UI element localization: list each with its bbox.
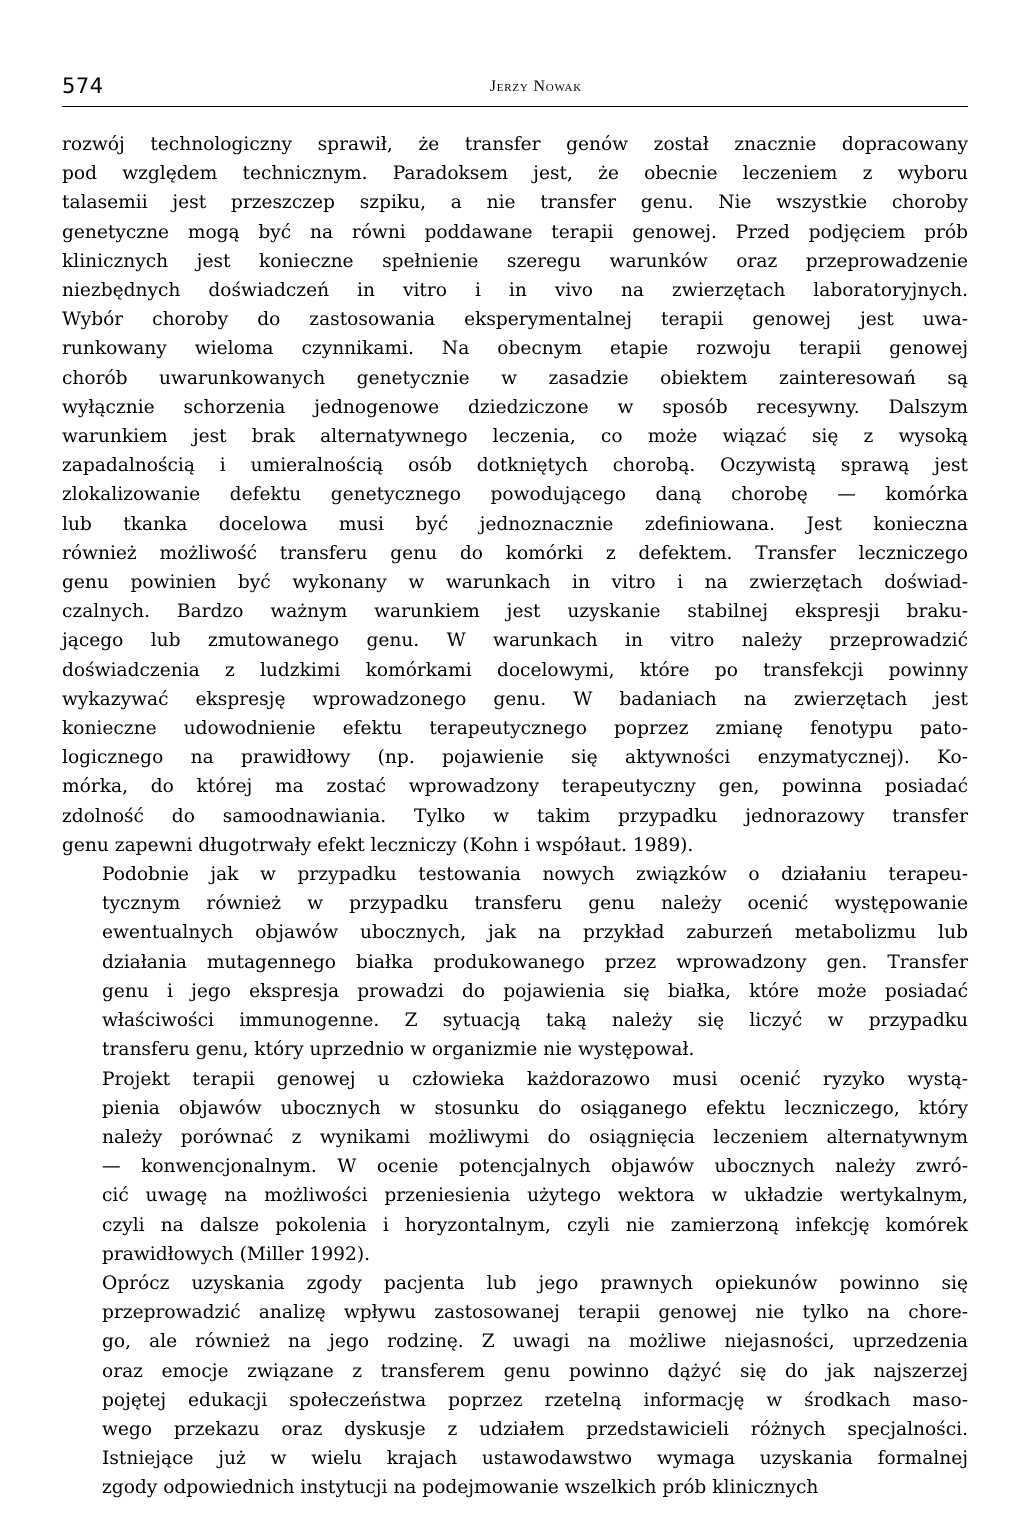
- text-line: pod względem technicznym. Paradoksem jest, że obecnie leczeniem z wyboru: [62, 163, 968, 185]
- text-line: mórka, do której ma zostać wprowadzony terapeutyczny gen, powinna posiadać: [62, 776, 968, 798]
- text-line: wego przekazu oraz dyskusje z udziałem przedstawicieli różnych specjalności.: [102, 1418, 968, 1440]
- text-line: logicznego na prawidłowy (np. pojawienie się aktywności enzymatycznej). Ko-: [62, 747, 968, 769]
- text-line: Oprócz uzyskania zgody pacjenta lub jego prawnych opiekunów powinno się: [102, 1272, 968, 1294]
- page-number: 574: [62, 74, 104, 98]
- text-line: chorób uwarunkowanych genetycznie w zasadzie obiektem zainteresowań są: [62, 367, 968, 389]
- paragraph: [62, 1065, 968, 1269]
- running-head: Jerzy Nowak: [489, 78, 582, 95]
- text-line: lub tkanka docelowa musi być jednoznacznie zdefiniowana. Jest konieczna: [62, 513, 968, 535]
- text-line: genu i jego ekspresja prowadzi do pojawienia się białka, które może posiadać: [102, 980, 968, 1002]
- text-line: ewentualnych objawów ubocznych, jak na przykład zaburzeń metabolizmu lub: [102, 922, 968, 944]
- text-line: wyłącznie schorzenia jednogenowe dziedziczone w sposób recesywny. Dalszym: [62, 396, 968, 418]
- text-line: działania mutagennego białka produkowanego przez wprowadzony gen. Transfer: [102, 951, 968, 973]
- text-line: — konwencjonalnym. W ocenie potencjalnych objawów ubocznych należy zwró-: [102, 1156, 968, 1178]
- text-line: Wybór choroby do zastosowania eksperymentalnej terapii genowej jest uwa-: [62, 309, 968, 331]
- text-line: Projekt terapii genowej u człowieka każdorazowo musi ocenić ryzyko wystą-: [102, 1068, 968, 1090]
- text-line: konieczne udowodnienie efektu terapeutycznego poprzez zmianę fenotypu pato-: [62, 718, 968, 740]
- text-line: runkowany wieloma czynnikami. Na obecnym etapie rozwoju terapii genowej: [62, 338, 968, 360]
- text-line: klinicznych jest konieczne spełnienie szeregu warunków oraz przeprowadzenie: [62, 250, 968, 272]
- body-text: [62, 130, 968, 1503]
- text-line: pojętej edukacji społeczeństwa poprzez rzetelną informację w środkach maso-: [102, 1389, 968, 1411]
- text-line: cić uwagę na możliwości przeniesienia użytego wektora w układzie wertykalnym,: [102, 1185, 968, 1207]
- text-line: genetyczne mogą być na równi poddawane terapii genowej. Przed podjęciem prób: [62, 221, 968, 243]
- text-line: Podobnie jak w przypadku testowania nowych związków o działaniu terapeu-: [102, 864, 968, 886]
- text-line: jącego lub zmutowanego genu. W warunkach in vitro należy przeprowadzić: [62, 630, 968, 652]
- text-line: transferu genu, który uprzednio w organizmie nie występował.: [102, 1039, 695, 1061]
- paragraph: [62, 130, 968, 860]
- text-line: właściwości immunogenne. Z sytuacją taką należy się liczyć w przypadku: [102, 1010, 968, 1032]
- text-line: go, ale również na jego rodzinę. Z uwagi na możliwe niejasności, uprzedzenia: [102, 1331, 968, 1353]
- text-line: pienia objawów ubocznych w stosunku do osiąganego efektu leczniczego, który: [102, 1097, 968, 1119]
- text-line: wykazywać ekspresję wprowadzonego genu. W badaniach na zwierzętach jest: [62, 688, 968, 710]
- text-line: talasemii jest przeszczep szpiku, a nie transfer genu. Nie wszystkie choroby: [62, 192, 968, 214]
- text-line: zdolność do samoodnawiania. Tylko w takim przypadku jednorazowy transfer: [62, 805, 968, 827]
- page-header: [62, 72, 968, 107]
- text-line: zapadalnością i umieralnością osób dotkniętych chorobą. Oczywistą sprawą jest: [62, 455, 968, 477]
- paragraph: [62, 1269, 968, 1503]
- text-line: również możliwość transferu genu do komórki z defektem. Transfer leczniczego: [62, 542, 968, 564]
- text-line: doświadczenia z ludzkimi komórkami docelowymi, które po transfekcji powinny: [62, 659, 968, 681]
- text-line: warunkiem jest brak alternatywnego leczenia, co może wiązać się z wysoką: [62, 426, 968, 448]
- text-line: Istniejące już w wielu krajach ustawodawstwo wymaga uzyskania formalnej: [102, 1448, 968, 1470]
- text-line: zlokalizowanie defektu genetycznego powodującego daną chorobę — komórka: [62, 484, 968, 506]
- text-line: genu powinien być wykonany w warunkach in vitro i na zwierzętach doświad-: [62, 572, 968, 594]
- text-line: przeprowadzić analizę wpływu zastosowanej terapii genowej nie tylko na chore-: [102, 1302, 968, 1324]
- text-line: oraz emocje związane z transferem genu powinno dążyć się do jak najszerzej: [102, 1360, 968, 1382]
- text-line: czalnych. Bardzo ważnym warunkiem jest uzyskanie stabilnej ekspresji braku-: [62, 601, 968, 623]
- text-line: niezbędnych doświadczeń in vitro i in vivo na zwierzętach laboratoryjnych.: [62, 280, 968, 302]
- text-line: czyli na dalsze pokolenia i horyzontalnym, czyli nie zamierzoną infekcję komórek: [102, 1214, 968, 1236]
- text-line: zgody odpowiednich instytucji na podejmowanie wszelkich prób klinicznych: [102, 1477, 819, 1499]
- paragraph: [62, 860, 968, 1064]
- text-line: genu zapewni długotrwały efekt leczniczy (Kohn i współaut. 1989).: [62, 834, 694, 856]
- text-line: należy porównać z wynikami możliwymi do osiągnięcia leczeniem alternatywnym: [102, 1126, 968, 1148]
- text-line: prawidłowych (Miller 1992).: [102, 1243, 371, 1265]
- text-line: rozwój technologiczny sprawił, że transfer genów został znacznie dopracowany: [62, 134, 968, 155]
- text-line: tycznym również w przypadku transferu genu należy ocenić występowanie: [102, 893, 968, 915]
